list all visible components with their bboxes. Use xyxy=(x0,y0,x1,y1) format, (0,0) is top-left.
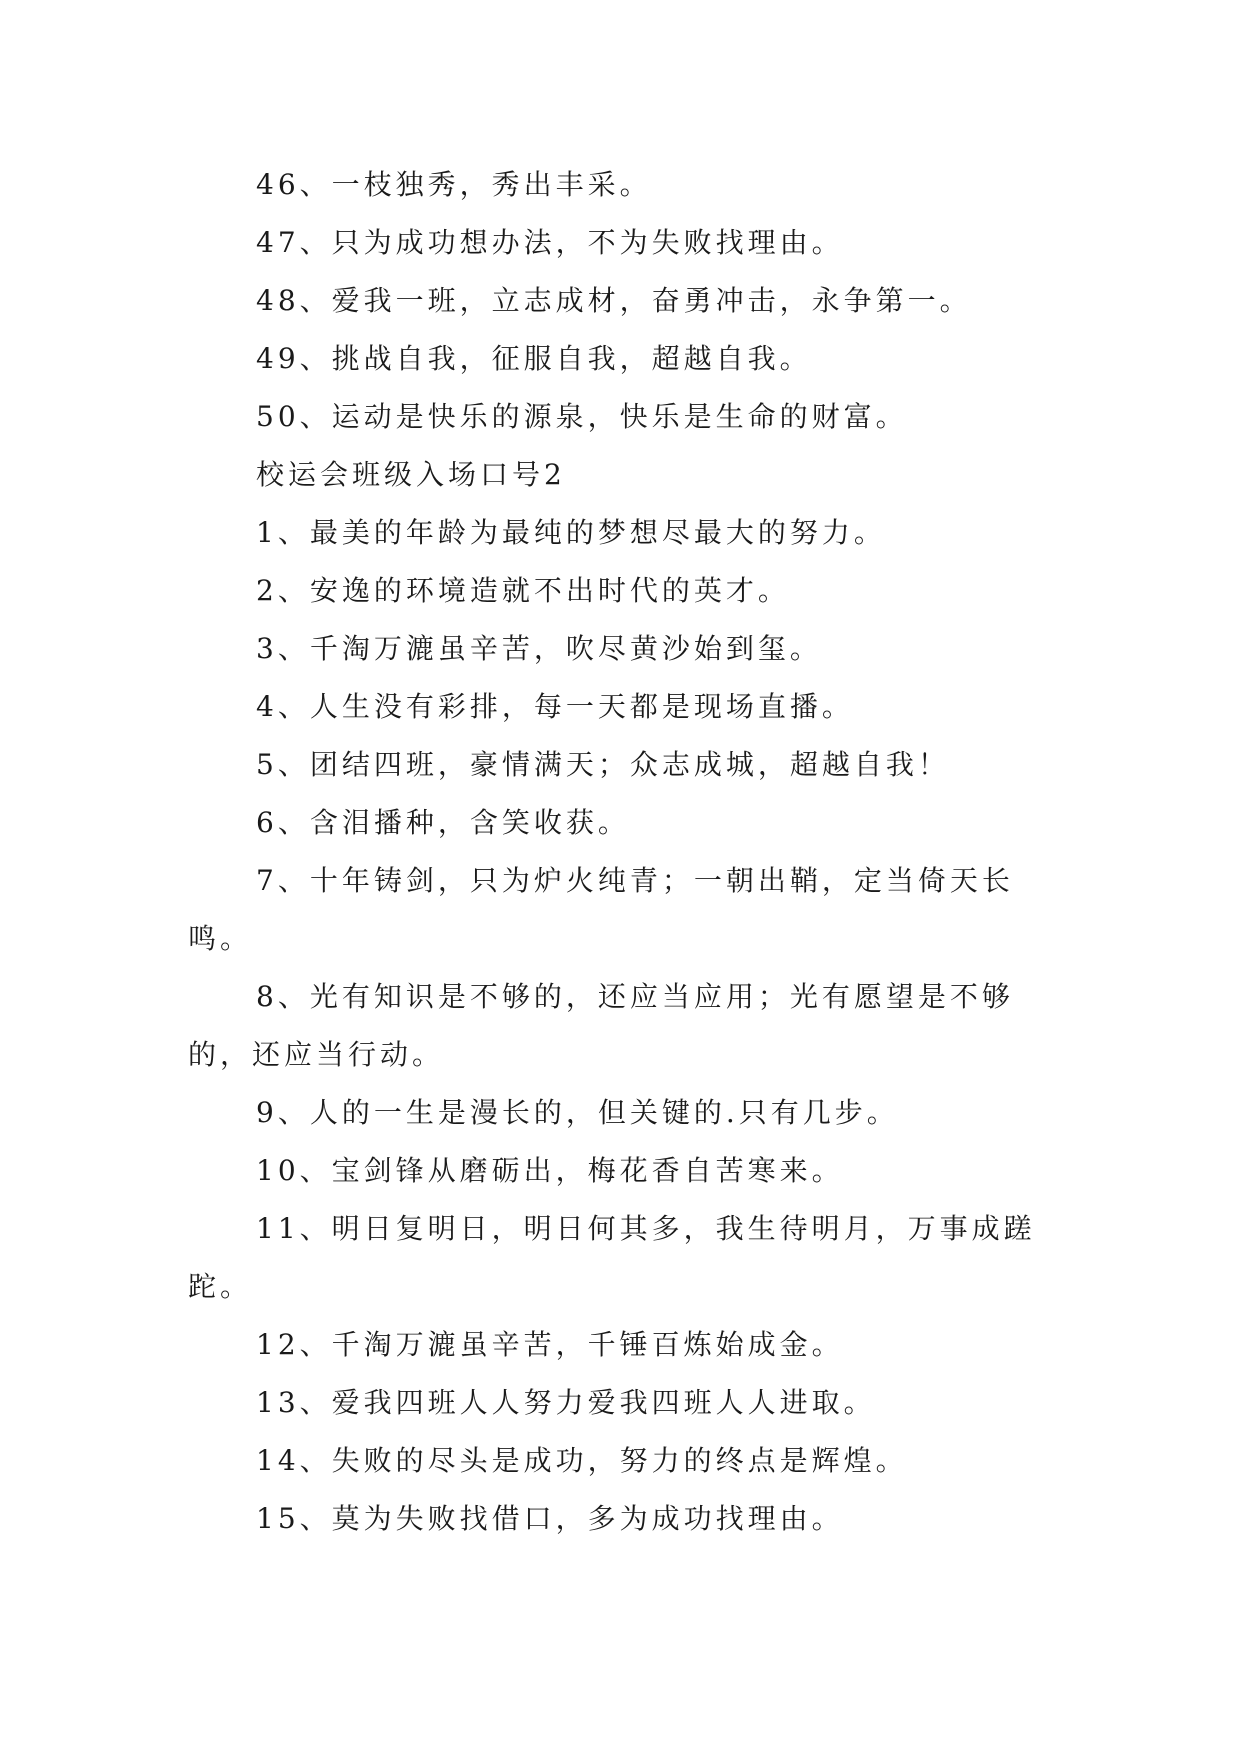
paragraph-10: 10、宝剑锋从磨砺出，梅花香自苦寒来。 xyxy=(256,1154,844,1187)
paragraph-48: 48、爱我一班，立志成材，奋勇冲击，永争第一。 xyxy=(256,284,972,317)
paragraph-47: 47、只为成功想办法，不为失败找理由。 xyxy=(256,226,844,259)
paragraph-50: 50、运动是快乐的源泉，快乐是生命的财富。 xyxy=(256,400,908,433)
paragraph-8: 8、光有知识是不够的，还应当应用；光有愿望是不够的，还应当行动。 xyxy=(188,980,1014,1071)
paragraph-4: 4、人生没有彩排，每一天都是现场直播。 xyxy=(256,690,854,723)
paragraph-3: 3、千淘万漉虽辛苦，吹尽黄沙始到玺。 xyxy=(256,632,822,665)
paragraph-14: 14、失败的尽头是成功，努力的终点是辉煌。 xyxy=(256,1444,908,1477)
paragraph-6: 6、含泪播种，含笑收获。 xyxy=(256,806,630,839)
paragraph-2: 2、安逸的环境造就不出时代的英才。 xyxy=(256,574,790,607)
paragraph-15: 15、莫为失败找借口，多为成功找理由。 xyxy=(256,1502,844,1535)
paragraph-11: 11、明日复明日，明日何其多，我生待明月，万事成蹉跎。 xyxy=(188,1212,1036,1303)
paragraph-7: 7、十年铸剑，只为炉火纯青；一朝出鞘，定当倚天长鸣。 xyxy=(188,864,1014,955)
paragraph-5: 5、团结四班，豪情满天；众志成城，超越自我！ xyxy=(256,748,950,781)
paragraph-1: 1、最美的年龄为最纯的梦想尽最大的努力。 xyxy=(256,516,886,549)
paragraph-46: 46、一枝独秀，秀出丰采。 xyxy=(256,168,652,201)
paragraph-12: 12、千淘万漉虽辛苦，千锤百炼始成金。 xyxy=(256,1328,844,1361)
section-heading: 校运会班级入场口号2 xyxy=(256,458,566,491)
paragraph-49: 49、挑战自我，征服自我，超越自我。 xyxy=(256,342,812,375)
document-body xyxy=(188,156,1058,1548)
paragraph-9: 9、人的一生是漫长的，但关键的.只有几步。 xyxy=(256,1096,899,1129)
paragraph-13: 13、爱我四班人人努力爱我四班人人进取。 xyxy=(256,1386,876,1419)
